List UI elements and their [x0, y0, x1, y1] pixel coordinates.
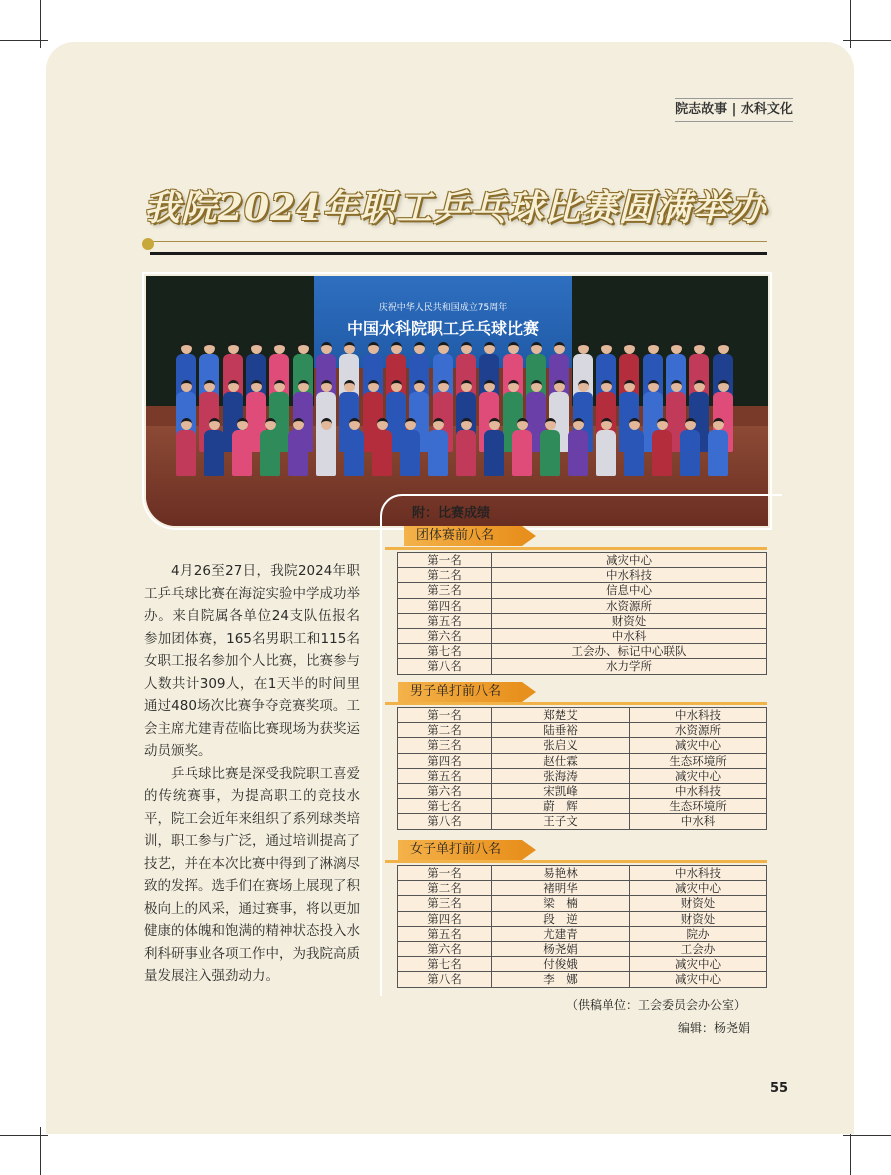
- crop-mark: [0, 40, 48, 41]
- cell-rank: 第七名: [398, 644, 492, 659]
- women-results-table: [397, 865, 767, 988]
- cell-name: 梁 楠: [492, 896, 630, 911]
- crop-mark: [0, 1135, 48, 1136]
- cell-name: 褚明华: [492, 881, 630, 896]
- table-row: [398, 598, 767, 613]
- table-row: [398, 972, 767, 987]
- cell-unit: 减灾中心: [630, 768, 767, 783]
- cell-rank: 第七名: [398, 799, 492, 814]
- table-row: [398, 583, 767, 598]
- cell-rank: 第六名: [398, 783, 492, 798]
- cell-rank: 第一名: [398, 866, 492, 881]
- cell-unit: 工会办、标记中心联队: [492, 644, 767, 659]
- team-section-tab: 团体赛前八名: [404, 526, 522, 546]
- cell-rank: 第七名: [398, 957, 492, 972]
- table-row: [398, 628, 767, 643]
- results-heading: 附：比赛成绩: [412, 506, 491, 521]
- cell-unit: 减灾中心: [630, 957, 767, 972]
- cell-name: 蔚 辉: [492, 799, 630, 814]
- article-title: 我院2024年职工乒乓球比赛圆满举办: [143, 187, 767, 229]
- cell-unit: 中水科技: [492, 568, 767, 583]
- women-section-tab: 女子单打前八名: [398, 840, 522, 860]
- cell-rank: 第三名: [398, 738, 492, 753]
- banner-title: 中国水科院职工乒乓球比赛: [346, 319, 539, 338]
- cell-name: 宋凯峰: [492, 783, 630, 798]
- table-row: [398, 613, 767, 628]
- cell-rank: 第二名: [398, 568, 492, 583]
- table-row: [398, 926, 767, 941]
- table-row: [398, 708, 767, 723]
- men-results-table: [397, 707, 767, 830]
- women-section-bar: [385, 860, 767, 863]
- cell-rank: 第五名: [398, 768, 492, 783]
- cell-name: 张海涛: [492, 768, 630, 783]
- cell-name: 李 娜: [492, 972, 630, 987]
- cell-rank: 第六名: [398, 941, 492, 956]
- table-row: [398, 738, 767, 753]
- table-row: [398, 644, 767, 659]
- page-number: 55: [770, 1081, 789, 1096]
- cell-name: 赵仕霖: [492, 753, 630, 768]
- crop-mark: [843, 1135, 891, 1136]
- article-paragraph: 乒乓球比赛是深受我院职工喜爱的传统赛事，为提高职工的竞技水平，院工会近年来组织了系列球类培训，职工参与广泛，通过培训提高了技艺，并在本次比赛中得到了淋漓尽致的发挥。选手们在赛场上展现了积极向上的风采，通过赛事，将以更加健康的体魄和饱满的精神状态投入水利科研事业各项工作中，为我院高质量发展注入强劲动力。: [144, 765, 360, 984]
- table-row: [398, 723, 767, 738]
- cell-unit: 生态环境所: [630, 799, 767, 814]
- table-row: [398, 896, 767, 911]
- cell-rank: 第二名: [398, 723, 492, 738]
- cell-name: 郑楚艾: [492, 708, 630, 723]
- cell-unit: 中水科技: [630, 866, 767, 881]
- team-results-table: [397, 552, 767, 675]
- table-row: [398, 553, 767, 568]
- photo-frame: [142, 272, 772, 530]
- cell-name: 张启义: [492, 738, 630, 753]
- cell-rank: 第五名: [398, 613, 492, 628]
- cell-unit: 减灾中心: [630, 738, 767, 753]
- banner-subtitle: 庆祝中华人民共和国成立75周年: [378, 303, 508, 313]
- cell-name: 段 逆: [492, 911, 630, 926]
- table-row: [398, 753, 767, 768]
- cell-unit: 减灾中心: [630, 881, 767, 896]
- cell-rank: 第八名: [398, 659, 492, 674]
- cell-name: 杨尧娟: [492, 941, 630, 956]
- cell-unit: 财资处: [492, 613, 767, 628]
- cell-unit: 水力学所: [492, 659, 767, 674]
- cell-unit: 信息中心: [492, 583, 767, 598]
- table-row: [398, 768, 767, 783]
- cell-unit: 中水科: [630, 814, 767, 829]
- cell-rank: 第一名: [398, 708, 492, 723]
- table-row: [398, 799, 767, 814]
- title-rule-thick: [150, 252, 767, 255]
- cell-unit: 水资源所: [630, 723, 767, 738]
- cell-unit: 减灾中心: [492, 553, 767, 568]
- table-row: [398, 814, 767, 829]
- table-row: [398, 881, 767, 896]
- title-dot: [142, 238, 154, 250]
- cell-name: 尤建青: [492, 926, 630, 941]
- title-rule: [150, 241, 767, 242]
- editor-credit: 编辑：杨尧娟: [678, 1021, 751, 1035]
- team-section-bar: [385, 547, 767, 550]
- cell-rank: 第五名: [398, 926, 492, 941]
- table-row: [398, 659, 767, 674]
- cell-rank: 第八名: [398, 972, 492, 987]
- cell-rank: 第二名: [398, 881, 492, 896]
- cell-name: 易艳林: [492, 866, 630, 881]
- article-paragraph: 4月26至27日，我院2024年职工乒乓球比赛在海淀实验中学成功举办。来自院属各单位24支队伍报名参加团体赛，165名男职工和115名女职工报名参加个人比赛，比赛参与人数共计309人，在1天半的时间里通过480场次比赛争夺竞赛奖项。工会主席尤建青莅临比赛现场为获奖运动员颁奖。: [144, 563, 360, 759]
- cell-rank: 第八名: [398, 814, 492, 829]
- cell-unit: 财资处: [630, 911, 767, 926]
- cell-name: 陆垂裕: [492, 723, 630, 738]
- table-row: [398, 568, 767, 583]
- cell-rank: 第三名: [398, 583, 492, 598]
- cell-rank: 第四名: [398, 598, 492, 613]
- table-row: [398, 941, 767, 956]
- cell-unit: 工会办: [630, 941, 767, 956]
- section-header: 院志故事 | 水科文化: [675, 98, 793, 122]
- cell-unit: 财资处: [630, 896, 767, 911]
- cell-rank: 第三名: [398, 896, 492, 911]
- cell-unit: 中水科: [492, 628, 767, 643]
- crop-mark: [843, 40, 891, 41]
- table-row: [398, 866, 767, 881]
- supplier-credit: （供稿单位：工会委员会办公室）: [566, 998, 747, 1012]
- cell-rank: 第四名: [398, 753, 492, 768]
- table-row: [398, 957, 767, 972]
- cell-unit: 生态环境所: [630, 753, 767, 768]
- article-body: [144, 560, 360, 988]
- table-row: [398, 911, 767, 926]
- cell-rank: 第一名: [398, 553, 492, 568]
- cell-unit: 减灾中心: [630, 972, 767, 987]
- cell-unit: 院办: [630, 926, 767, 941]
- men-section-bar: [385, 702, 767, 705]
- cell-unit: 水资源所: [492, 598, 767, 613]
- cell-rank: 第六名: [398, 628, 492, 643]
- cell-name: 付俊娥: [492, 957, 630, 972]
- men-section-tab: 男子单打前八名: [398, 682, 522, 702]
- cell-rank: 第四名: [398, 911, 492, 926]
- cell-unit: 中水科技: [630, 708, 767, 723]
- table-row: [398, 783, 767, 798]
- cell-unit: 中水科技: [630, 783, 767, 798]
- cell-name: 王子文: [492, 814, 630, 829]
